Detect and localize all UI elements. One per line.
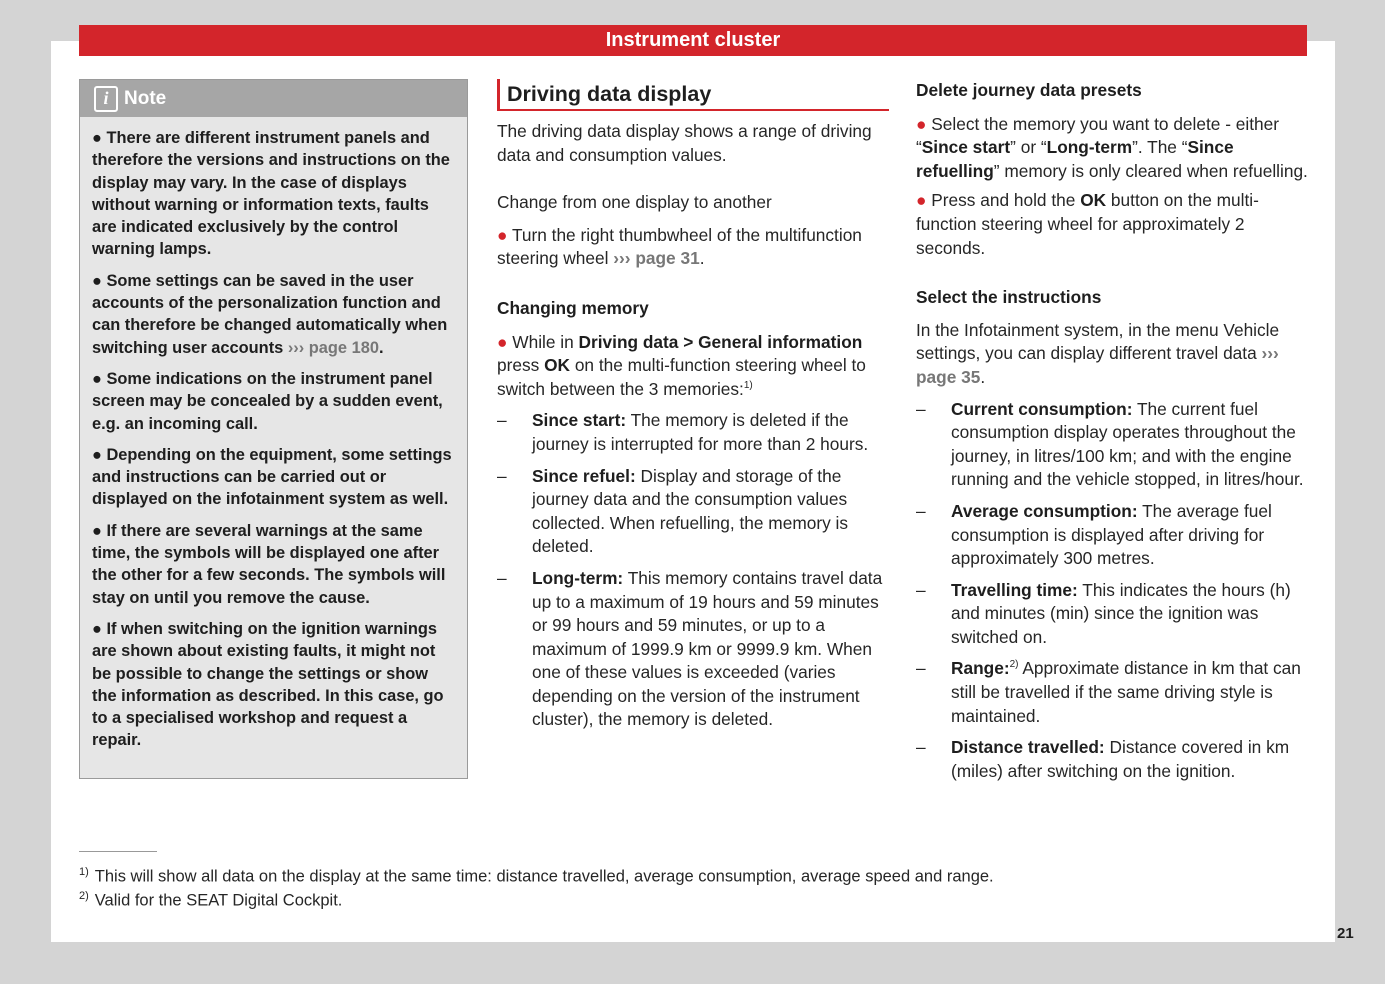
arrow-icon: ››› [287, 338, 305, 357]
dash-icon: – [916, 398, 926, 419]
bullet-icon: ● [92, 445, 102, 464]
page-link[interactable]: ››› page 35 [916, 343, 1279, 387]
list-item [916, 500, 1308, 571]
dash-icon: – [497, 465, 507, 486]
driving-data-column [497, 79, 889, 740]
step: ● Turn the right thumbwheel of the multifunction steering wheel ››› page 31. [497, 224, 862, 269]
bullet-icon: ● [92, 521, 102, 540]
subheading: Select the instructions [916, 287, 1102, 308]
note-item: ● Some settings can be saved in the user accounts of the personalization function and can therefore be changed automatically when switching user accounts ››› page 180. [92, 271, 448, 357]
note-box [79, 79, 468, 779]
intro-text: In the Infotainment system, in the menu Vehicle settings, you can display different travel data ››› page 35. [916, 319, 1280, 387]
bullet-icon: ● [92, 619, 102, 638]
item-text: The memory is deleted if the journey is interrupted for more than 2 hours. [532, 410, 869, 454]
list-item [916, 398, 1308, 492]
item-text: Approximate distance in km that can still be travelled if the same driving style is maintained. [951, 658, 1301, 726]
step: ● While in Driving data > General information press OK on the multi-function steering wheel to switch between the 3 memories:$^{1)}$ [497, 331, 866, 399]
item-term: Average consumption: [951, 500, 1138, 521]
item-text: The average fuel consumption is displayed after driving for approximately 300 metres. [951, 500, 1272, 569]
item-term: Distance travelled: [951, 737, 1105, 758]
ok-button-icon: OK [544, 355, 570, 376]
note-item: ● Depending on the equipment, some settings and instructions can be carried out or displayed on the infotainment system as well. [92, 445, 452, 509]
list-item [497, 567, 889, 732]
note-item: ● If there are several warnings at the same time, the symbols will be displayed one after the other for a few seconds. The symbols will stay on until you remove the cause. [92, 521, 446, 607]
item-term: Long-term: [532, 567, 624, 588]
bullet-icon: ● [916, 113, 927, 134]
note-title: Note [124, 87, 167, 109]
note-item: ● If when switching on the ignition warnings are shown about existing faults, it might not be possible to change the settings or show the information as described. In this case, go to a specialised workshop and request a repair. [92, 619, 444, 750]
ok-button-icon: OK [1080, 190, 1107, 211]
bullet-icon: ● [92, 369, 102, 388]
instructions-list [916, 398, 1308, 784]
list-item [916, 579, 1308, 650]
footnote-ref: 1) [743, 379, 753, 391]
list-item [916, 657, 1308, 728]
bullet-icon: ● [497, 224, 508, 245]
memory-list [497, 409, 889, 732]
bullet-icon: ● [92, 271, 102, 290]
subheading: Changing memory [497, 297, 649, 318]
item-term: Since start: [532, 410, 627, 431]
bullet-icon: ● [916, 190, 927, 211]
instructions-column [916, 79, 1308, 791]
item-text: This indicates the hours (h) and minutes (min) since the ignition was switched on. [951, 579, 1291, 647]
item-term: Since refuel: [532, 465, 636, 486]
dash-icon: – [916, 737, 926, 758]
page-link[interactable]: ››› page 180 [287, 338, 379, 357]
item-text: This memory contains travel data up to a maximum of 19 hours and 59 minutes or 99 hours and 59 minutes, or up to a maximum of 1999.9 km or 9999.9 km. When one of these values is exceeded (varies depending on the version of the instrument cluster), the memory is deleted. [532, 567, 883, 730]
subheading: Change from one display to another [497, 192, 772, 213]
intro-text: The driving data display shows a range of driving data and consumption values. [497, 121, 872, 165]
step: ● Select the memory you want to delete - either “Since start” or “Long-term”. The “Since refuelling” memory is only cleared when refuelling. [916, 113, 1308, 181]
arrow-icon: ››› [1261, 343, 1279, 364]
footnote: $^{2)}$ Valid for the SEAT Digital Cockpit. [79, 890, 343, 910]
item-text: The current fuel consumption display operates throughout the journey, in litres/100 km; and with the engine running and the vehicle stopped, in litres/hour. [951, 398, 1304, 490]
dash-icon: – [916, 579, 926, 600]
subheading: Delete journey data presets [916, 80, 1142, 100]
arrow-icon: ››› [613, 248, 631, 269]
note-item: ● There are different instrument panels and therefore the versions and instructions on the display may vary. In the case of displays without warning or information texts, faults are indicated exclusively by the control warning lamps. [92, 129, 450, 259]
note-item: ● Some indications on the instrument panel screen may be concealed by a sudden event, e.g. an incoming call. [92, 369, 443, 433]
bullet-icon: ● [92, 129, 102, 147]
page-link[interactable]: ››› page 31 [613, 248, 700, 269]
list-item [497, 409, 889, 456]
section-title: Driving data display [497, 79, 889, 111]
step: ● Press and hold the OK button on the multi-function steering wheel for approximately 2 seconds. [916, 190, 1259, 258]
footnote-ref: 2) [1009, 659, 1019, 671]
item-text: Display and storage of the journey data and the consumption values collected. When refuelling, the memory is deleted. [532, 465, 848, 557]
chapter-header: Instrument cluster [79, 25, 1307, 56]
item-term: Travelling time: [951, 579, 1078, 600]
list-item [916, 736, 1308, 783]
note-body [80, 117, 467, 752]
page-number: 21 [1337, 925, 1354, 942]
footnote-divider [79, 851, 157, 852]
bullet-icon: ● [497, 331, 508, 352]
dash-icon: – [916, 500, 926, 521]
dash-icon: – [497, 567, 507, 588]
dash-icon: – [916, 658, 926, 679]
info-icon: i [94, 86, 118, 112]
item-term: Range: [951, 658, 1010, 679]
dash-icon: – [497, 410, 507, 431]
note-header [80, 80, 467, 117]
item-text: Distance covered in km (miles) after switching on the ignition. [951, 737, 1290, 781]
footnote: $^{1)}$ This will show all data on the display at the same time: distance travelled, average consumption, average speed and range. [79, 866, 994, 886]
list-item [497, 465, 889, 559]
item-term: Current consumption: [951, 398, 1133, 419]
